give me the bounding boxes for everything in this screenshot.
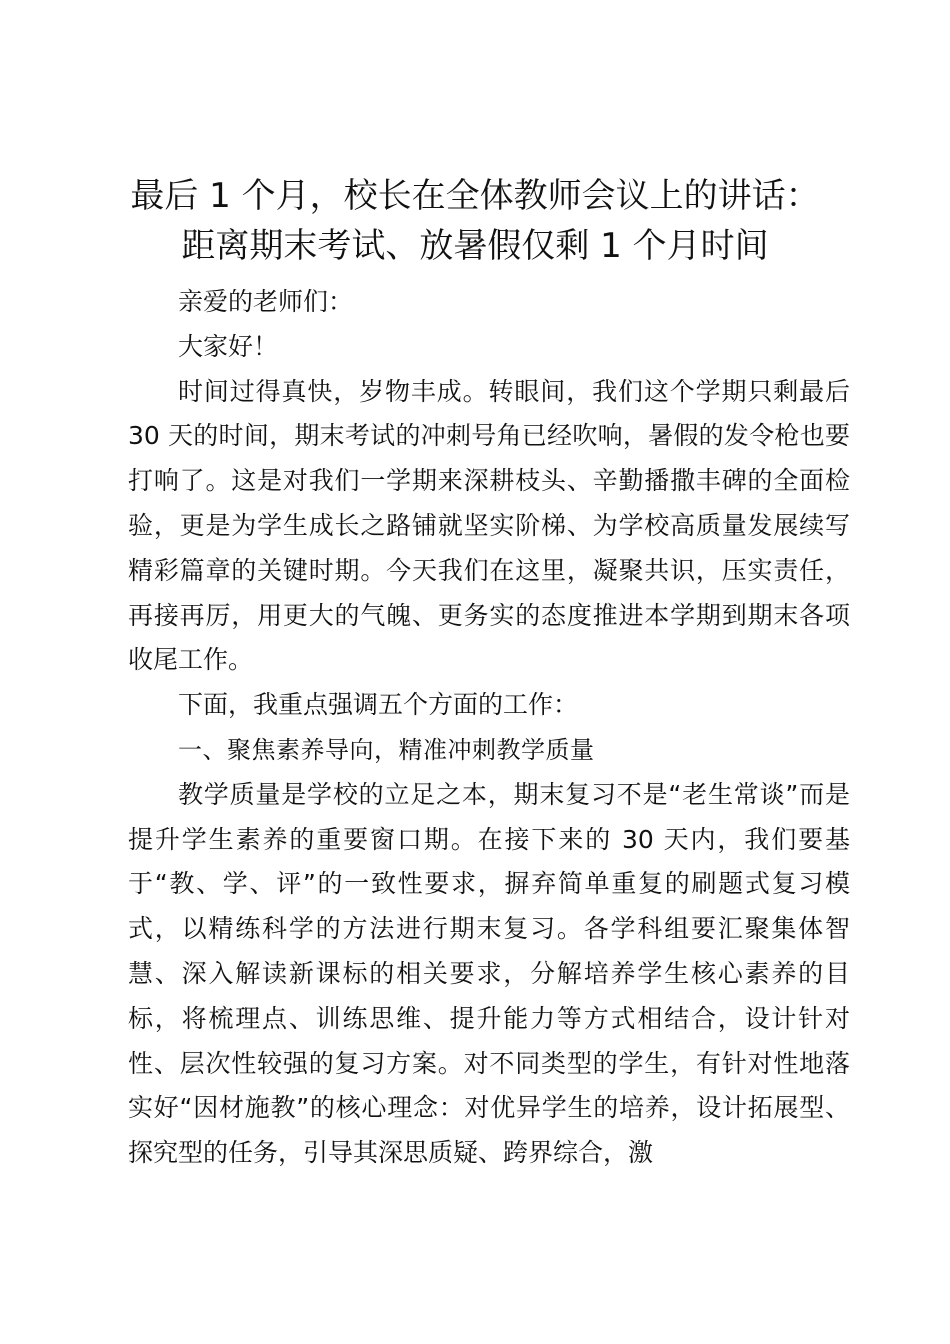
paragraph-intro: 下面，我重点强调五个方面的工作： — [178, 690, 579, 720]
salutation: 亲爱的老师们： — [178, 287, 354, 316]
document-title-line-1: 最后 1 个月，校长在全体教师会议上的讲话： — [130, 176, 820, 216]
document-body — [128, 280, 850, 1176]
greeting: 大家好！ — [178, 331, 279, 361]
section-heading-1: 一、聚焦素养导向，精准冲刺教学质量 — [178, 735, 595, 764]
paragraph-teaching-quality: 教学质量是学校的立足之本，期末复习不是“老生常谈”而是提升学生素养的重要窗口期。在接下来的 30 天内，我们要基于“教、学、评”的一致性要求，摒弃简单重复的刷题式复习模式，以精练科学的方法进行期末复习。各学科组要汇聚集体智慧、深入解读新课标的相关要求，分解培养学生核心素养的目标，将梳理点、训练思维、提升能力等方式相结合，设计针对性、层次性较强的复习方案。对不同类型的学生，有针对性地落实好“因材施教”的核心理念：对优异学生的培养，设计拓展型、探究型的任务，引导其深思质疑、跨界综合，激 — [128, 779, 850, 1168]
paragraph-opening: 时间过得真快，岁物丰成。转眼间，我们这个学期只剩最后 30 天的时间，期末考试的冲刺号角已经吹响，暑假的发令枪也要打响了。这是对我们一学期来深耕枝头、辛勤播撒丰碑的全面检验，更是为学生成长之路铺就坚实阶梯、为学校高质量发展续写精彩篇章的关键时期。今天我们在这里，凝聚共识，压实责任，再接再厉，用更大的气魄、更务实的态度推进本学期到期末各项收尾工作。 — [128, 376, 850, 675]
document-title-line-2: 距离期末考试、放暑假仅剩 1 个月时间 — [181, 226, 769, 266]
